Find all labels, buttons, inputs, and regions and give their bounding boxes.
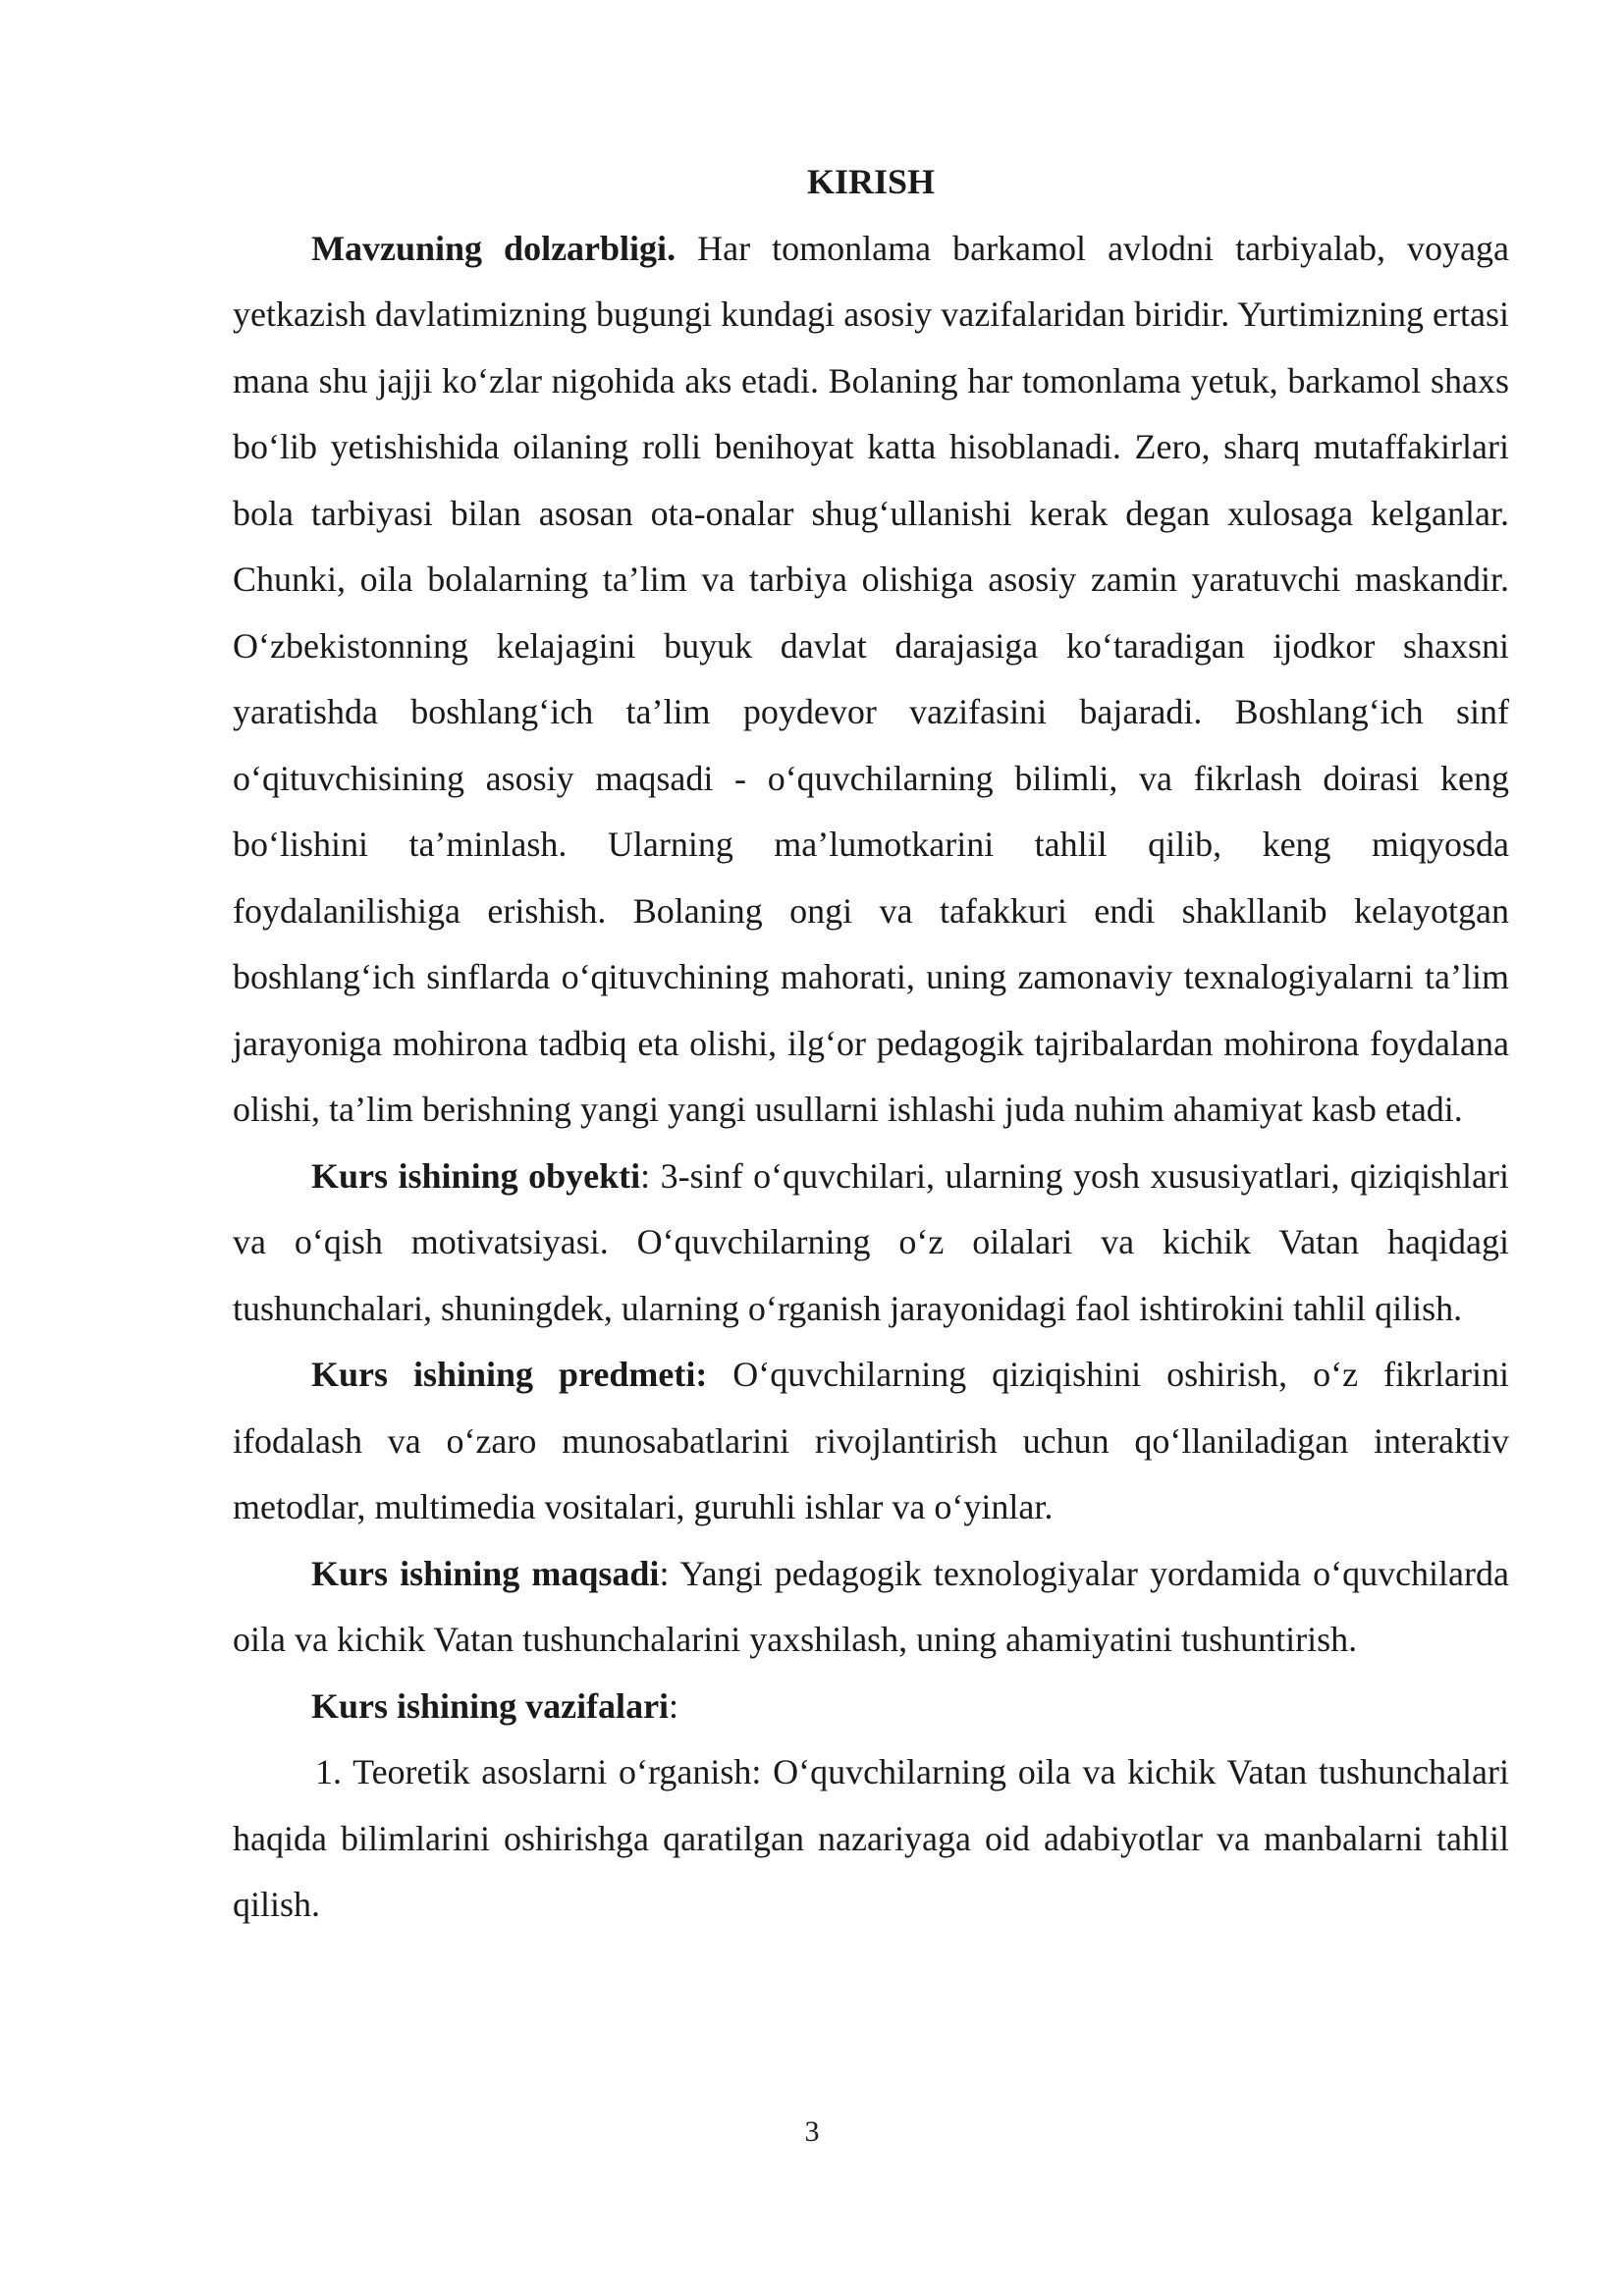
paragraph-label: Mavzuning dolzarbligi. [311,228,677,268]
paragraph-separator [707,1355,732,1394]
paragraph-object [233,1144,1509,1343]
paragraph-separator: : [659,1553,680,1593]
paragraph-label: Kurs ishining predmeti: [311,1355,708,1394]
page-body [233,149,1509,1939]
paragraph-subject [233,1342,1509,1541]
paragraph-tasks [233,1674,1509,1740]
paragraph-text: 3-sinf o‘quvchilari, ularning yosh xususiyatlari, qiziqishlari va o‘qish motivatsiyasi. O‘quvchilarning o‘z oilalari va kichik Vatan haqidagi tushunchalari, shuningdek, ularning o‘rganish jarayonidagi faol ishtirokini tahlil qilish. [233,1155,1509,1328]
paragraph-text: Har tomonlama barkamol avlodni tarbiyalab, voyaga yetkazish davlatimizning bugungi kundagi asosiy vazifalaridan biridir. Yurtimizning ertasi mana shu jajji ko‘zlar nigohida aks etadi. Bolaning har tomonlama yetuk, barkamol shaxs bo‘lib yetishishida oilaning rolli benihoyat katta hisoblanadi. Zero, sharq mutaffakirlari bola tarbiyasi bilan asosan ota-onalar shug‘ullanishi kerak degan xulosaga kelganlar. Chunki, oila bolalarning ta’lim va tarbiya olishiga asosiy zamin yaratuvchi maskandir. O‘zbekistonning kelajagini buyuk davlat darajasiga ko‘taradigan ijodkor shaxsni yaratishda boshlang‘ich ta’lim poydevor vazifasini bajaradi. Boshlang‘ich sinf o‘qituvchisining asosiy maqsadi - o‘quvchilarning bilimli, va fikrlash doirasi keng bo‘lishini ta’minlash. Ularning ma’lumotkarini tahlil qilib, keng miqyosda foydalanilishiga erishish. Bolaning ongi va tafakkuri endi shakllanib kelayotgan boshlang‘ich sinflarda o‘qituvchining mahorati, uning zamonaviy texnalogiyalarni ta’lim jarayoniga mohirona tadbiq eta olishi, ilg‘or pedagogik tajribalardan mohirona foydalana olishi, ta’lim berishning yangi yangi usullarni ishlashi juda nuhim ahamiyat kasb etadi. [233,228,1509,1129]
paragraph-separator: : [669,1685,679,1726]
paragraph-label: Kurs ishining vazifalari [311,1685,670,1726]
paragraph-text: O‘quvchilarning qiziqishini oshirish, o‘z fikrlarini ifodalash va o‘zaro munosabatlarini rivojlantirish uchun qo‘llaniladigan interaktiv metodlar, multimedia vositalari, guruhli ishlar va o‘yinlar. [233,1355,1509,1526]
paragraph-label: Kurs ishining maqsadi [311,1553,660,1593]
paragraph-relevance [233,216,1509,1144]
page-number: 3 [804,2115,820,2148]
paragraph-goal [233,1541,1509,1674]
paragraph-separator [676,229,697,268]
paragraph-label: Kurs ishining obyekti [311,1155,641,1196]
section-heading: KIRISH [806,162,936,201]
paragraph-separator: : [640,1155,661,1196]
paragraph-text: Yangi pedagogik texnologiyalar yordamida o‘quvchilarda oila va kichik Vatan tushunchalarini yaxshilash, uning ahamiyatini tushuntirish. [233,1553,1509,1659]
list-item: 1. Teoretik asoslarni o‘rganish: O‘quvchilarning oila va kichik Vatan tushunchalari haqida bilimlarini oshirishga qaratilgan nazariyaga oid adabiyotlar va manbalarni tahlil qilish. [233,1752,1509,1924]
